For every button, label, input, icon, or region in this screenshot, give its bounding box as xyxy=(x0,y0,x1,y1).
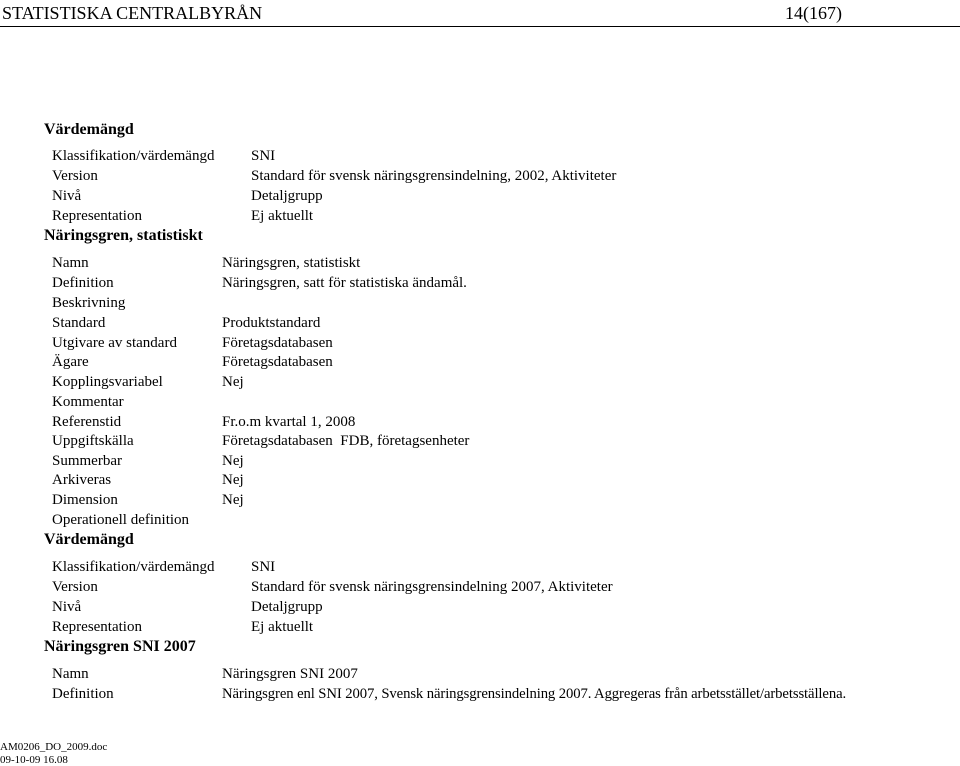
row-value: Företagsdatabasen FDB, företagsenheter xyxy=(222,433,470,449)
row-label: Version xyxy=(52,168,98,184)
header-rule xyxy=(0,26,960,27)
row-value: SNI xyxy=(251,148,276,164)
row-label: Kopplingsvariabel xyxy=(52,374,163,390)
row-label: Utgivare av standard xyxy=(52,335,177,351)
row-label: Nivå xyxy=(52,599,82,615)
row-value: Näringsgren, satt för statistiska ändamål. xyxy=(222,275,467,291)
footer-date: 09-10-09 16.08 xyxy=(0,754,68,766)
section-title-vardemangd-1: Värdemängd xyxy=(44,121,134,138)
section-title-vardemangd-2: Värdemängd xyxy=(44,531,134,548)
row-value: Ej aktuellt xyxy=(251,208,314,224)
row-label: Namn xyxy=(52,255,89,271)
section-title-naringsgren-statistiskt: Näringsgren, statistiskt xyxy=(44,227,203,244)
row-label: Beskrivning xyxy=(52,295,126,311)
row-label: Representation xyxy=(52,208,142,224)
section-title-naringsgren-sni-2007: Näringsgren SNI 2007 xyxy=(44,638,196,655)
row-value: Detaljgrupp xyxy=(251,599,323,615)
row-value: Nej xyxy=(222,453,244,469)
row-value: Nej xyxy=(222,374,244,390)
row-value: Standard för svensk näringsgrensindelning 2007, Aktiviteter xyxy=(251,579,613,595)
row-value: Fr.o.m kvartal 1, 2008 xyxy=(222,414,356,430)
row-label: Kommentar xyxy=(52,394,124,410)
row-value: Näringsgren, statistiskt xyxy=(222,255,361,271)
header-org: STATISTISKA CENTRALBYRÅN xyxy=(2,3,263,23)
row-value: Företagsdatabasen xyxy=(222,354,333,370)
row-label: Nivå xyxy=(52,188,82,204)
row-label: Arkiveras xyxy=(52,472,112,488)
row-value: Ej aktuellt xyxy=(251,619,314,635)
row-label: Namn xyxy=(52,666,89,682)
row-value: Produktstandard xyxy=(222,315,321,331)
row-label: Summerbar xyxy=(52,453,122,469)
row-label: Version xyxy=(52,579,98,595)
row-value: Nej xyxy=(222,472,244,488)
row-value: SNI xyxy=(251,559,276,575)
row-value: Näringsgren SNI 2007 xyxy=(222,666,358,682)
row-value: Nej xyxy=(222,492,244,508)
row-value: Företagsdatabasen xyxy=(222,335,333,351)
row-value: Näringsgren enl SNI 2007, Svensk näringsgrensindelning 2007. Aggregeras från arbetsstället/arbetsställena. xyxy=(222,686,847,702)
row-value: Standard för svensk näringsgrensindelning, 2002, Aktiviteter xyxy=(251,168,617,184)
row-label: Klassifikation/värdemängd xyxy=(52,148,215,164)
row-label: Definition xyxy=(52,686,114,702)
row-label: Uppgiftskälla xyxy=(52,433,134,449)
row-label: Ägare xyxy=(52,354,89,370)
row-label: Dimension xyxy=(52,492,118,508)
row-label: Standard xyxy=(52,315,106,331)
row-label: Operationell definition xyxy=(52,512,190,528)
row-label: Klassifikation/värdemängd xyxy=(52,559,215,575)
row-label: Representation xyxy=(52,619,142,635)
row-value: Detaljgrupp xyxy=(251,188,323,204)
row-label: Definition xyxy=(52,275,114,291)
header-page-number: 14(167) xyxy=(785,3,842,23)
footer-filename: AM0206_DO_2009.doc xyxy=(0,741,108,753)
row-label: Referenstid xyxy=(52,414,122,430)
